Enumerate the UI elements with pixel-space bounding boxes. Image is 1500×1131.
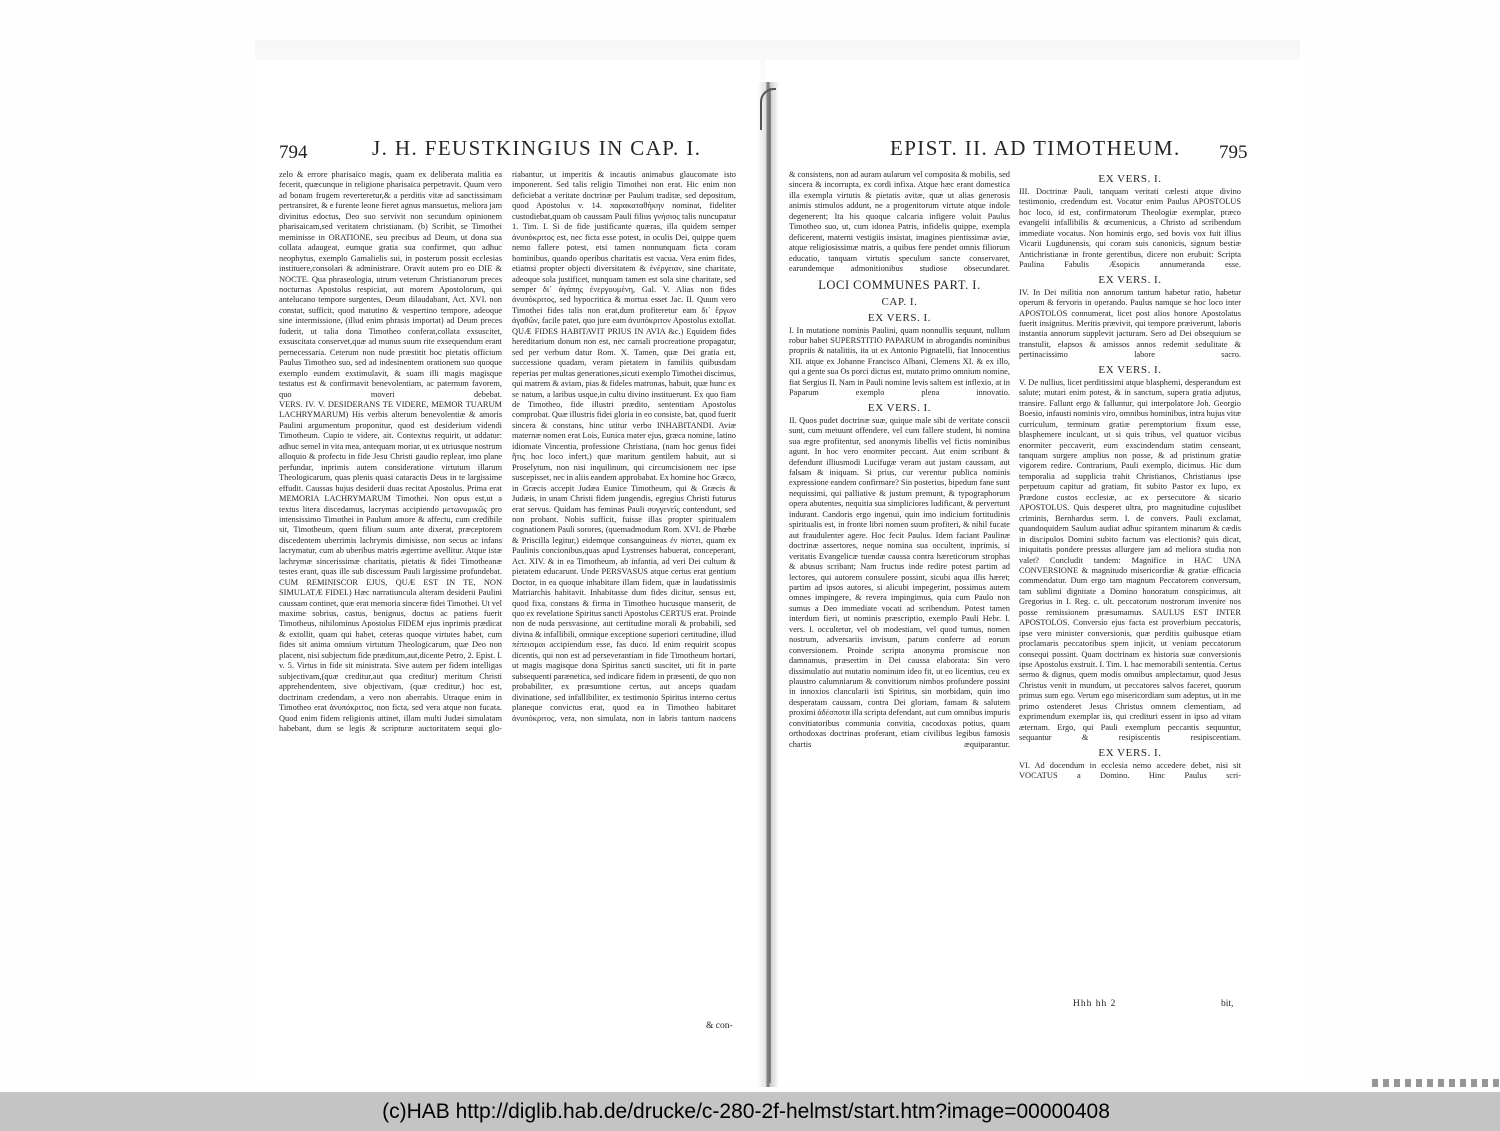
paragraph: zelo & errore pharisaico magis, quam ex deliberata malitia ea fecerit, quæcunque in religione pharisaica perpetravit. Quum vero ad bonam frugem reverteretur,& a perditis vitæ ad sanctissimam pertransiret, & e furente leone fieret agnus mansuetus, meliora jam divinitus edoctus, Deo suo servivit non secundum opinionem pharisaicam,sed veritatem christianam. (b) Scribit, se Timothei meminisse in ORATIONE, seu precibus ad Deum, ut dona sua collata adaugeat, eumque gratia sua confirmet, quo adhuc neophytus, exemplo Gamalielis sui, in posterum possit ecclesias instituere,consolari & administrare. Oravit autem pro eo DIE & NOCTE. Qua phraseologia, utrum veterum Christianorum preces nocturnas Apostolus respiciat, aut morem Apostolorum, qui antelucano tempore surgentes, Deum dilaudabant, Act. XVI. non constat, sufficit, quod matutino & vespertino tempore, adeoque sine intermissione, (illud enim phrasis importat) ad Deum preces fuderit, ut talia dona Timotheo conferat,collata exsuscitet, exsuscitata conservet,quæ ad munus suum rite exsequendum erant pernecessaria. Ceterum non nude præstitit hoc pietatis officium Paulus Timotheo suo, sed ad indesinentem orationem suo quoque exemplo eundem exstimulavit, & suam illi magis magisque testatus est & confirmavit benevolentiam, ac paternum favorem, quo moveri debebat.	[279, 170, 502, 399]
paragraph: VI. Ad docendum in ecclesia nemo accedere debet, nisi sit VOCATUS a Domino. Hinc Paulus scri-	[1019, 760, 1241, 781]
section-heading: CAP. I.	[881, 295, 918, 308]
left-page-number: 794	[279, 142, 308, 163]
left-running-head: J. H. FEUSTKINGIUS IN CAP. I.	[372, 136, 702, 160]
right-running-head: EPIST. II. AD TIMOTHEUM.	[890, 136, 1181, 160]
left-column-2	[512, 170, 736, 1070]
section-heading: EX VERS. I.	[1098, 173, 1162, 185]
source-credit-text: (c)HAB http://diglib.hab.de/drucke/c-280-2f-helmst/start.htm?image=00000408	[382, 1100, 1110, 1123]
paragraph: & consistens, non ad auram aularum vel composita & mobilis, sed sincera & incorrupta, ex cordi infixa. Atque hæc erant domestica illa exempla virtutis & pietatis avitæ, quæ ut alias generosis animis stimulos addunt, ne a progenitorum virtute atque indole degenerent; Ita his quoque calcaria infigere voluit Paulus Timotheo suo, ut, cum idonea Patris, infidelis quippe, exempla deficerent, materni vestigiis insistat, imagines pientissimæ aviæ, atque religiosissimæ matris, a quibus fere pendet omnis filiorum educatio, tanquam virtutis speculum sancte conservaret, earundemque admonitionibus studiose obsecundaret.	[789, 170, 1010, 274]
section-heading: EX VERS. I.	[1098, 746, 1162, 759]
page-curl	[760, 88, 776, 130]
paragraph: VERS. IV. V. DESIDERANS TE VIDERE, MEMOR TUARUM LACHRYMARUM) His verbis alterum benevolentiæ & amoris Paulini argumentum proponitur, quod est desiderium videndi Timotheum. Cupio te videre, ait. Contextus requirit, ut addatur: adhuc semel in vita mea, antequam moriar, ut ex utriusque nostrum alloquio & profectu in fide Jesu Christi gaudio replear, imo plane perfundar, inprimis autem consideratione virtutum illarum Theologicarum, quas plenis quasi cataractis Deus in te largissime effudit. Caussas hujus desiderii duas recitat Apostolus. Prima erat MEMORIA LACHRYMARUM Timothei. Non opus est,ut a textus litera discedamus, lacrymas accipiendo μετωνυμικῶς pro intensissimo Timothei in Paulum amore & affectu, cum credibile sit, Timotheum, quem filium suum ante dixerat, præceptorem discedentem uberrimis lachrymis dimisisse, non secus ac infans lacrymatur, cum ab uberibus matris ægerrime avellitur. Atque istæ lachrymæ sincerissimæ charitatis, pietatis & fidei Timotheanæ testes erant, quas ille sub discessum Pauli largissime profundebat. CUM REMINISCOR EJUS, QUÆ EST IN TE, NON SIMULATÆ FIDEI.) Hæc narratiuncula alteram desiderii Paulini caussam continet, quæ erat memoria sinceræ fidei Timothei. Ut vel maxime sobrius, castus, benignus, doctus ac patiens fuerit Timotheus, nihilominus Apostolus FIDEM ejus inprimis prædicat & extollit, quam qui habet, ceteras quoque virtutes habet, cum fides sit anima omnium virtutum Theologicarum, quæ Deo non placent, nisi subjectum fide præditum,aut,dicente Petro, 2. Epist. I. v. 5. Virtus in fide sit ministrata. Sive autem per fidem intelligas subjectivam,(quæ creditur,aut qua creditur) meritum Christi apprehendentem, sive objectivam, (quæ creditur,) hoc est, doctrinam credendam, a vero non aberrabis. Utraque enim in Timotheo erat ἀνυπόκριτος, non ficta, sed vera atque non fucata. Quod enim fidem religionis attinet, illam multi Judæi simulatam habebant, dum se legis & scripturæ auctoritatem sequi glo-	[279, 399, 502, 734]
section-heading: EX VERS. I.	[1098, 363, 1162, 376]
paragraph: III. Doctrinæ Pauli, tanquam veritati cælesti atque divino testimonio, credendum est. Vocatur enim Paulus APOSTOLUS hoc loco, id est, confirmatorum Theologiæ exemplar, præco evangelii infallibilis & œcumenicus, a Christo ad scribendum immediate vocatus. Non hominis ergo, sed bovis vox fuit illius Vicarii Lugdunensis, qui coram suis canonicis, signum bestiæ Antichristianæ in fronte gerentibus, dicere non erubuit: Scripta Paulina Fabulis Æsopicis annumeranda esse.	[1019, 187, 1241, 270]
scan-edge-marks	[1372, 1079, 1500, 1087]
paragraph: riabantur, ut imperitis & incautis animabus glaucomate isto imponerent. Sed talis religio Timothei non erat. Hic enim non deficiebat a veritate doctrinæ per Paulum traditæ, sed depositum, quod Apostolus v. 14. παρακαταθήκην nominat, fideliter custodiebat,quam ob caussam Pauli filius γνήσιος talis nuncupatur 1. Tim. I. Si de fide justificante quæras, illa quidem semper ἀνυπόκριτος est, nec ficta esse potest, in oculis Dei, quippe quem nemo fallere potest, etsi tamen nonnunquam ficta coram hominibus, quando operibus charitatis est vacua. Vera enim fides, etiamsi propter objecti diversitatem & ἐνέργειαν, sine charitate, adeoque sola justificet, nunquam tamen est sola sine charitate, sed semper δι᾽ ἀγάπης ἐνεργουμένη, Gal. V. Alias non fides ἀνυπόκριτος, sed hypocritica & mortua esset Jac. II. Quum vero Timothei fides talis non erat,dum profiteretur eam δι᾽ ἔργων ἀγαθῶν, facile patet, quo jure eam ἀνυπόκριτον Apostolus extollat. QUÆ FIDES HABITAVIT PRIUS IN AVIA &c.) Equidem fides hereditarium donum non est, nec carnali procreatione propagatur, sed per verbum datur Rom. X. Tamen, quæ Dei gratia est, successione quadam, veram pietatem in familiis quibusdam reperias per multas generationes,sicuti exemplo Timothei discimus, qui matrem & aviam, pias & fideles matronas, habuit, quæ hunc ex se natum, a laribus usque,in cultu divino instituerunt. Ex quo fiam de Timotheo, fide illustri prædito, sententiam Apostolus comprobat. Quæ illustris fidei gloria in eo consiste, bat, quod fuerit sincera & constans, hinc utitur verbo INHABITANDI. Aviæ maternæ nomen erat Lois, Eunica mater ejus, græca nomine, latino idiomate Vincentia, professione Christiana, (nam hoc genus fidei ἥτις hoc loco infert,) quæ maritum gentilem habuit, aut si Proselytum, non nisi inquilinum, qui circumcisionem nec ipse suscepisset, nec in aliis eandem approbabat. Ex homine hoc Græco, in Græcis accepit Judæa Eunice Timotheum, qui & Græcis & Judæis, in unam Christi fidem jungendis, egregius Christi futurus erat servus. Quidam has feminas Pauli συγγενεῖς contendunt, sed non probant. Nobis sufficit, fuisse illas propter spiritualem cognationem Pauli sorores, (quemadmodum Rom. XVI. de Phœbe & Priscilla legitur,) eidemque consanguineas ἐν πίστει, quam ex Paulinis concionibus,quas apud Lystrenses habuerat, conceperant, Act. XIV. & in ea Timotheum, ab infantia, ad veri Dei cultum & pietatem educarunt. Unde PERSVASUS atque certus erat gentium Doctor, in ea quoque inhabitare illam fidem, quæ in laudatissimis Matriarchis habitavit. Inhabitasse dum fides dicitur, sensus est, quod fixa, constans & firma in Timotheo hucusque manserit, de quo ex revelatione Spiritus sancti Apostolus CERTUS erat. Proinde non de nuda persvasione, aut certitudine morali & probabili, sed divina & infallibili, omnique exceptione superiori certitudine, illud πέπεισμαι accipiendum esse, fas duco. Id enim requirit scopus dicentis, qui non est ad perseverantiam in fide Timotheum hortari, ut magis magisque dona Spiritus sancti suscitet, uti fit in parte subsequenti parænetica, sed indicare fidem in præsenti, de quo non probabiliter, ex præsumtione certus, aut anceps quadam divinatione, sed infallibiliter, ex testimonio Spiritus interno certus planeque convictus erat, quod ea in Timotheo habitaret ἀνυπόκριτος, vera, non simulata, non in labris tantum naσcens	[512, 170, 736, 723]
paragraph: I. In mutatione nominis Paulini, quam nonnullis sequunt, nullum robur habet SUPERSTITIO PAPARUM in abrogandis nominibus propriis & natalitiis, ita ut ex Antonio Pignatelli, fiat Innocentius XII. atque ex Johanne Francisco Albani, Clemens XI. & ex illo, qui a gente sua Os porci dictus est, mutato primo omnium nomine, fiat Sergius II. Nam in Pauli nomine levis saltem est inflexio, at in Paparum exemplo plena innovatio.	[789, 325, 1010, 398]
section-heading: EX VERS. I.	[1098, 273, 1162, 286]
gutter-fold-line	[769, 88, 771, 1083]
signature-mark: Hhh hh 2	[1073, 999, 1117, 1009]
source-credit-bar	[0, 1092, 1500, 1131]
right-column-1	[789, 170, 1010, 1070]
right-catchword: bit,	[1221, 999, 1234, 1009]
right-column-2	[1019, 170, 1241, 1070]
left-column-1	[279, 170, 502, 1070]
part-heading: LOCI COMMUNES PART. I.	[818, 277, 981, 292]
section-heading: EX VERS. I.	[867, 401, 932, 414]
paragraph: V. De nullius, licet perditissimi atque blasphemi, desperandum est salute; mutari enim potest, & in sanctum, supera gratia adjutus, transire. Fallunt ergo & falluntur, qui interpolatore Joh. Georgio Boesio, infausti nominis viro, omnibus hominibus, intra hujus vitæ curriculum, terminum gratiæ peremptorium fixum esse, blasphemere inculcant, ut si quis tribus, vel quatuor vicibus enormiter peccaverit, eum exscindendum statim censeant, tanquam surgere amplius non posse, & ad pristinum gratiæ vigorem redire. Contrarium, Pauli exemplo, dicimus. Hic dum temporalia ad supplicia trahit Christianos, Christianus ipse perpetuum capitur ad gratiam, fit subito Pastor ex lupo, ex Prædone custos ecclesiæ, ac ex persecutore & sicario APOSTOLUS. Quis desperet ultra, pro magnitudine cujuslibet criminis, Bernhardus serm. I. de convers. Pauli exclamat, quandoquidem Saulum audiat adhuc spirantem minarum & cædis in discipulos Domini subito factum vas electionis? quis dicat, iniquitatis pondere pressus allurgere jam ad meliora studia non valet? Concludit tandem: Magnifice in HAC UNA CONVERSIONE & magnitudo misericordiæ & gratiæ efficacia commendatur. Dum ergo tam magnum Peccatorem conversum, tam sublimi dignitate a Domino honoratum conspicimus, ait Gregorius in I. Reg. c. ult. peccatorum nostrorum invenire nos posse remissionem præsumamus. SAULUS EST INTER APOSTOLOS. Conversio ejus facta est proverbium peccatoris, ipse vero minister conversionis, quæ perditis quibusque etiam proclamaris peccatoribus spem injicit, ut veniam peccatorum consequi possint. Quam doctrinam ex historia suæ conversionis ipse Apostolus exstruit. I. Tim. I. hac memorabili sententia. Certus sermo & dignus, quem modis omnibus amplectamur, quod Jesus Christus venit in mundum, ut peccatores salvos faceret, quorum primus sum ego. Verum ego misericordiam sum adeptus, ut in me primo ostenderet Jesus Christus omnem clementiam, ad exprimendum exemplar iis, qui credituri essent in ipso ad vitam æternam. Ergo, qui Pauli exemplum peccantis sequuntur, sequantur & resipiscentis resipiscentiam.	[1019, 377, 1241, 743]
right-page-number: 795	[1219, 142, 1248, 163]
section-heading: EX VERS. I.	[867, 311, 932, 324]
paragraph: IV. In Dei militia non annorum tantum habetur ratio, habetur operum & fervoris in operando. Paulus namque se hoc loco inter APOSTOLOS connumerat, licet post alios honore Apostolatus fuerit insignitus. Meritis prævivit, qui tempore præiverunt, laboris instantia annorum supplevit jacturam. Sero ad Dei obsequium se transtulit, elapsos & amissos annos redemit sedulitate & pertinacissimo labore sacro.	[1019, 287, 1241, 360]
left-catchword: & con-	[706, 1021, 733, 1031]
paragraph: II. Quos pudet doctrinæ suæ, quique male sibi de veritate conscii sunt, cum metuunt offendere, vel cum fallere student, hi nomina sua ægre profitentur, sed anonymis libellis vel fictis nominibus agunt. In hoc vero enormiter peccant. Aut enim scribunt & defendunt illiusmodi Lucifugæ veram aut justam caussam, aut falsam & iniquam. Si prius, cur verentur publica nominis expressione eandem confirmare? Sin posterius, bipedum fane sunt nequissimi, qui palliative & justum premunt, & typographorum opera abutentes, nequitia sua simpliciores ludificant, & pervertunt indurant. Candoris ergo ingenui, quin imo indicium fortitudinis spiritualis est, in fronte libri nomen suum profiteri, & nihil fucate aut fraudulenter agere. Hoc fecit Paulus. Idem faciant Paulinæ doctrinæ assertores, neque nomina sua occultent, inprimis, si veritatis Evangelicæ tuendæ caussa contra hæreticorum strophas & abusus scribant; Nam fructus inde redire potest partim ad lectores, qui autorem consulere possint, sicubi aqua illis hæret; partim ad ipsos autores, si alicubi impegerint, possimus autem omnes impingere, & revera impingimus, quia cum Paulo non sumus a Deo immediate vocati ad scribendum. Potest tamen interdum fieri, ut nominis præscriptio, exemplo Pauli Hebr. I. vers. I. occultetur, vel ob modestiam, vel quod tumus, nomen nostrum, adversariis invisum, parum conferre ad eorum conversionem. Proinde scripta anonyma promiscue non damnamus, præsertim in Dei caussa elaborata: Sin vero dissimulatio aut mutatio nominum ideo fit, ut eo licentius, ceu ex plaustro calumniarum & convitiorum nimbos profundere possint in innoxios clancularii isti Spiritus, sin morbidam, quin imo desperatam caussam, contra Dei gloriam, famam & salutem proximi ἀδέσποτα illa scripta defendant, aut cum omnibus impuris convitiatoribus communia convitia, cacodoxas potius, quam orthodoxas doctrinas proferant, etiam civilibus legibus famosis chartis æquiparantur.	[789, 415, 1010, 749]
book-gutter	[757, 82, 779, 1087]
